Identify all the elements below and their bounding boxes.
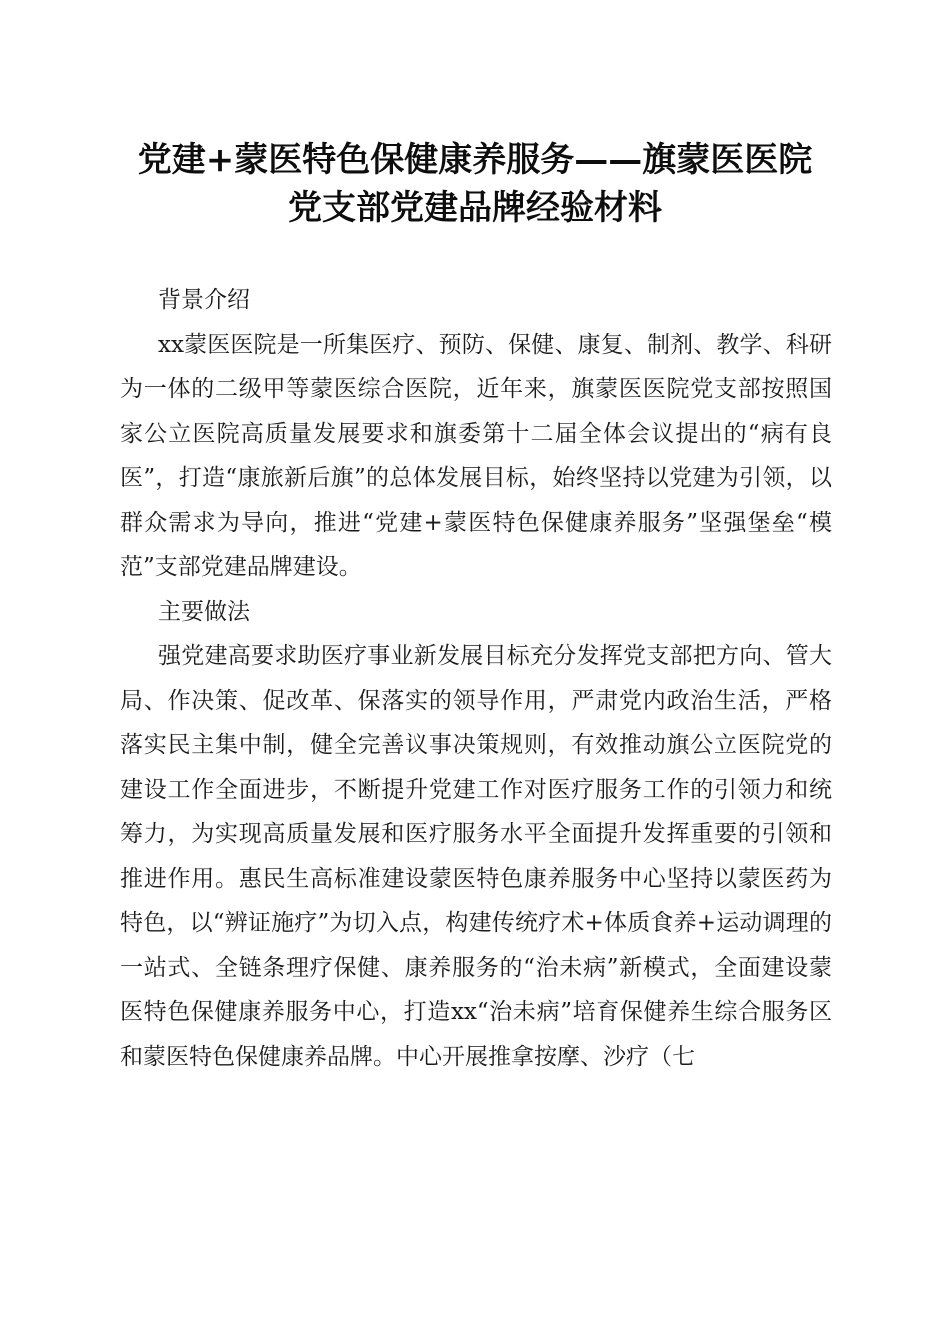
paragraph-main-practices: 强党建高要求助医疗事业新发展目标充分发挥党支部把方向、管大局、作决策、促改革、保落实的领导作用，严肃党内政治生活，严格落实民主集中制，健全完善议事决策规则，有效推动旗公立医院党的建设工作全面进步，不断提升党建工作对医疗服务工作的引领力和统筹力，为实现高质量发展和医疗服务水平全面提升发挥重要的引领和推进作用。惠民生高标准建设蒙医特色康养服务中心坚持以蒙医药为特色，以“辨证施疗”为切入点，构建传统疗术+体质食养+运动调理的一站式、全链条理疗保健、康养服务的“治未病”新模式，全面建设蒙医特色保健康养服务中心，打造xx“治未病”培育保健养生综合服务区和蒙医特色保健康养品牌。中心开展推拿按摩、沙疗（七 [120,643,832,1070]
document-body [120,278,832,1079]
document-title [60,136,890,232]
title-line-1: 党建+蒙医特色保健康养服务——旗蒙医医院 [137,140,813,180]
section-heading-background: 背景介绍 [158,287,250,313]
paragraph-background: xx蒙医医院是一所集医疗、预防、保健、康复、制剂、教学、科研为一体的二级甲等蒙医综合医院，近年来，旗蒙医医院党支部按照国家公立医院高质量发展要求和旗委第十二届全体会议提出的“病有良医”，打造“康旅新后旗”的总体发展目标，始终坚持以党建为引领，以群众需求为导向，推进“党建+蒙医特色保健康养服务”坚强堡垒“模范”支部党建品牌建设。 [120,331,832,580]
section-heading-main-practices: 主要做法 [158,598,250,625]
title-line-2: 党支部党建品牌经验材料 [288,188,662,228]
